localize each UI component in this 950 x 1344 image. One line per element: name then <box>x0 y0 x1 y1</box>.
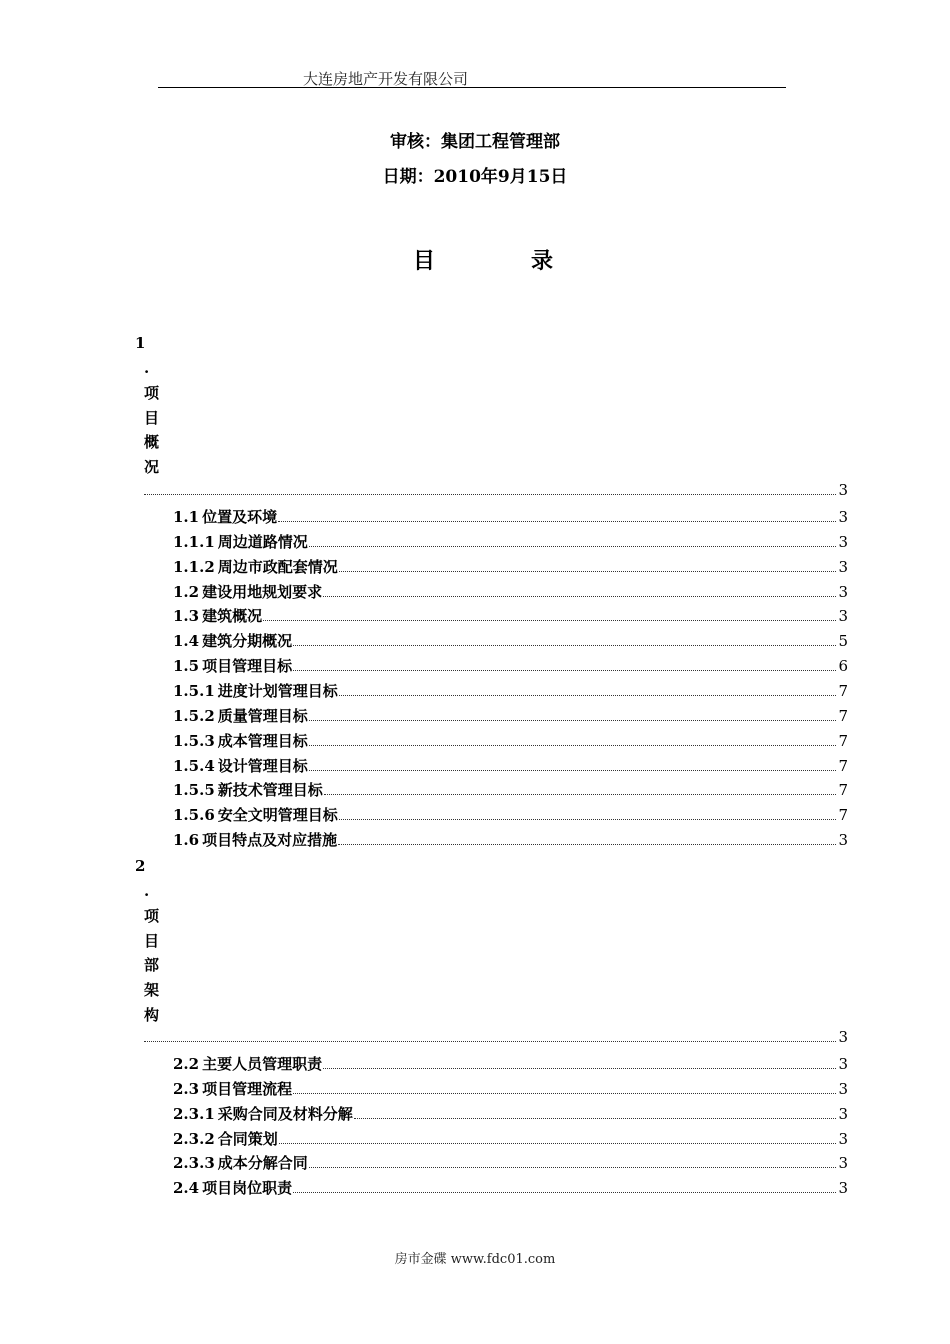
dot-leader <box>293 1179 836 1193</box>
toc-entry-number: 1.1.2 <box>173 557 215 576</box>
toc-entry-number: 1.3 <box>173 607 200 626</box>
toc-entry-label: 项目特点及对应措施 <box>202 831 338 850</box>
toc-entry-label: 建设用地规划要求 <box>202 582 323 601</box>
dot-leader <box>279 1130 837 1144</box>
toc-entry-label: 建筑概况 <box>202 607 263 626</box>
toc-entry[interactable] <box>173 531 848 556</box>
date-line: 日期：2010年9月15日 <box>382 167 568 187</box>
page-number: 3 <box>838 1154 848 1173</box>
section-title-char: 况 <box>144 458 160 477</box>
toc-entry[interactable] <box>173 1078 848 1103</box>
section-title-char: 目 <box>144 408 160 427</box>
dot-leader <box>293 632 836 646</box>
section-title-char: . <box>144 359 150 377</box>
toc-entry-label: 项目岗位职责 <box>202 1179 293 1198</box>
dot-leader <box>339 558 837 572</box>
toc-entry[interactable] <box>173 829 848 854</box>
toc-entry-number: 2.4 <box>173 1179 200 1198</box>
toc-entry-label: 建筑分期概况 <box>202 632 293 651</box>
toc-entry-label: 周边道路情况 <box>217 532 308 551</box>
toc-entry-label: 成本管理目标 <box>217 731 308 750</box>
toc-entry[interactable] <box>173 1177 848 1202</box>
page-number: 3 <box>838 1028 848 1046</box>
toc-entry-number: 2.3 <box>173 1079 200 1098</box>
dot-leader <box>323 1055 836 1069</box>
toc-entry-number: 1.5.4 <box>173 756 215 775</box>
section-title-char: 架 <box>144 981 160 1000</box>
header-company: 大连房地产开发有限公司 <box>303 70 469 88</box>
toc-entry[interactable] <box>173 730 848 755</box>
toc-entry-number: 1.6 <box>173 831 200 850</box>
page-number: 3 <box>838 1104 848 1123</box>
dot-leader <box>339 682 837 696</box>
page-number: 7 <box>838 806 848 825</box>
toc-entry[interactable] <box>173 506 848 531</box>
toc-entry-number: 2.3.1 <box>173 1104 215 1123</box>
page-number: 3 <box>838 508 848 526</box>
page-number: 5 <box>838 632 848 651</box>
page-number: 3 <box>838 557 848 576</box>
page-number: 3 <box>838 1179 848 1198</box>
toc-entry-label: 合同策划 <box>217 1129 278 1148</box>
dot-leader <box>278 508 836 522</box>
dot-leader <box>339 806 837 820</box>
toc-entry-number: 1.5.1 <box>173 681 215 700</box>
section-title-vertical[interactable] <box>144 879 164 1028</box>
page-number: 7 <box>838 731 848 750</box>
toc-entry[interactable] <box>173 755 848 780</box>
dot-leader <box>144 1028 836 1042</box>
toc-entry-label: 安全文明管理目标 <box>217 806 338 825</box>
toc-entry-number: 1.1 <box>173 508 200 526</box>
toc-entry[interactable] <box>173 804 848 829</box>
toc-entry[interactable] <box>173 556 848 581</box>
section-title-char: 构 <box>144 1005 160 1024</box>
section-title-vertical[interactable] <box>144 356 164 480</box>
toc-entry[interactable] <box>173 680 848 705</box>
section-title-char: . <box>144 882 150 900</box>
toc-entry[interactable] <box>173 779 848 804</box>
toc-entry-number: 1.4 <box>173 632 200 651</box>
dot-leader <box>354 1105 837 1119</box>
toc-entry[interactable] <box>173 1152 848 1177</box>
page-number: 3 <box>838 1129 848 1148</box>
toc-entry-number: 2.3.2 <box>173 1129 215 1148</box>
dot-leader <box>323 583 836 597</box>
toc-entry-label: 成本分解合同 <box>217 1154 308 1173</box>
toc-title-char: 录 <box>531 248 554 274</box>
toc-entry-label: 新技术管理目标 <box>217 781 323 800</box>
section-title-char: 项 <box>144 906 160 925</box>
toc-entry-label: 周边市政配套情况 <box>217 557 338 576</box>
page-number: 7 <box>838 756 848 775</box>
dot-leader <box>309 533 837 547</box>
toc-entry-label: 项目管理流程 <box>202 1079 293 1098</box>
toc-entry-number: 2.3.3 <box>173 1154 215 1173</box>
toc-entry[interactable] <box>173 605 848 630</box>
dot-leader <box>144 481 836 495</box>
toc-entry-number: 1.1.1 <box>173 532 215 551</box>
section-title-char: 目 <box>144 931 160 950</box>
toc-entry-number: 1.5.5 <box>173 781 215 800</box>
dot-leader <box>293 657 836 671</box>
toc-entry-number: 1.5 <box>173 657 200 676</box>
toc-entry-label: 质量管理目标 <box>217 706 308 725</box>
page-number: 3 <box>838 1055 848 1073</box>
section-leader-row[interactable] <box>144 481 848 506</box>
page-number: 3 <box>838 532 848 551</box>
section-title-char: 项 <box>144 383 160 402</box>
dot-leader <box>293 1080 836 1094</box>
dot-leader <box>309 707 837 721</box>
toc-entry-number: 2.2 <box>173 1055 200 1073</box>
section-number[interactable]: 1 <box>135 334 146 352</box>
toc-entry-number: 1.2 <box>173 582 200 601</box>
toc-entry-label: 设计管理目标 <box>217 756 308 775</box>
toc-title <box>413 244 553 275</box>
toc-entry[interactable] <box>173 581 848 606</box>
toc-entry-number: 1.5.3 <box>173 731 215 750</box>
toc-entry-label: 采购合同及材料分解 <box>217 1104 353 1123</box>
section-leader-row[interactable] <box>144 1028 848 1053</box>
section-title-char: 部 <box>144 956 160 975</box>
section-number[interactable]: 2 <box>135 857 146 875</box>
toc-entry-label: 主要人员管理职责 <box>202 1055 323 1073</box>
toc-entry[interactable] <box>173 655 848 680</box>
dot-leader <box>263 607 836 621</box>
dot-leader <box>309 757 837 771</box>
toc-entry[interactable] <box>173 1103 848 1128</box>
page-number: 6 <box>838 657 848 676</box>
toc-entry-label: 进度计划管理目标 <box>217 681 338 700</box>
toc-entry[interactable] <box>173 705 848 730</box>
header-rule <box>158 87 786 88</box>
toc-entry-label: 项目管理目标 <box>202 657 293 676</box>
page-number: 7 <box>838 706 848 725</box>
toc-entry[interactable] <box>173 630 848 655</box>
toc-entry-label: 位置及环境 <box>202 508 278 526</box>
page-number: 3 <box>838 831 848 850</box>
toc-entry[interactable] <box>173 1053 848 1078</box>
dot-leader <box>309 1154 837 1168</box>
dot-leader <box>309 732 837 746</box>
section-title-char: 概 <box>144 433 160 452</box>
dot-leader <box>338 831 836 845</box>
page-number: 7 <box>838 781 848 800</box>
footer-text: 房市金碟 www.fdc01.com <box>394 1252 556 1267</box>
page-number: 3 <box>838 1079 848 1098</box>
page-number: 3 <box>838 607 848 626</box>
dot-leader <box>324 781 837 795</box>
page-number: 3 <box>838 481 848 499</box>
review-line: 审核：集团工程管理部 <box>390 132 560 152</box>
toc-entry-number: 1.5.6 <box>173 806 215 825</box>
toc-entry[interactable] <box>173 1128 848 1153</box>
toc-title-char: 目 <box>413 248 436 274</box>
page-number: 7 <box>838 681 848 700</box>
page-number: 3 <box>838 582 848 601</box>
toc-entry-number: 1.5.2 <box>173 706 215 725</box>
